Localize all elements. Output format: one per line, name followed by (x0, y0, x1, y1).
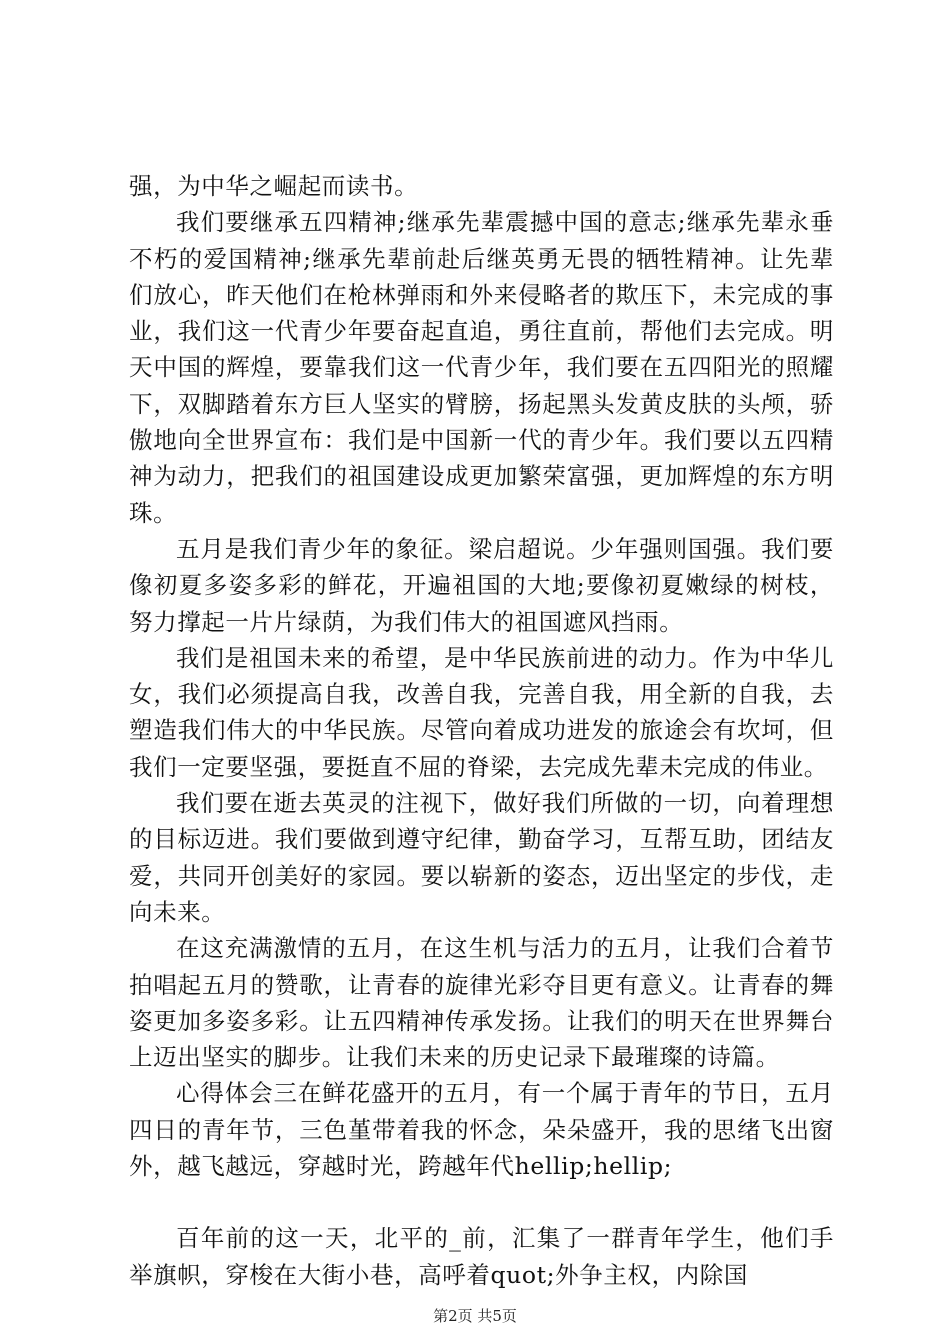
paragraph-may-symbol: 五月是我们青少年的象征。梁启超说。少年强则国强。我们要像初夏多姿多彩的鲜花，开遍祖国的大地;要像初夏嫩绿的树枝，努力撑起一片片绿荫，为我们伟大的祖国遮风挡雨。 (129, 534, 834, 636)
paragraph-heroes-gaze: 我们要在逝去英灵的注视下，做好我们所做的一切，向着理想的目标迈进。我们要做到遵守纪律，勤奋学习，互帮互助，团结友爱，共同开创美好的家园。要以崭新的姿态，迈出坚定的步伐，走向未来。 (129, 789, 834, 926)
paragraph-future-hope: 我们是祖国未来的希望，是中华民族前进的动力。作为中华儿女，我们必须提高自我，改善自我，完善自我，用全新的自我，去塑造我们伟大的中华民族。尽管向着成功进发的旅途会有坎坷，但我们一定要坚强，要挺直不屈的脊梁，去完成先辈未完成的伟业。 (129, 643, 834, 781)
page-number-footer: 第2页 共5页 (433, 1307, 517, 1325)
paragraph-passionate-may: 在这充满激情的五月，在这生机与活力的五月，让我们合着节拍唱起五月的赞歌，让青春的旋律光彩夺目更有意义。让青春的舞姿更加多姿多彩。让五四精神传承发扬。让我们的明天在世界舞台上迈出坚实的脚步。让我们未来的历史记录下最璀璨的诗篇。 (129, 934, 834, 1072)
paragraph-hundred-years-ago: 百年前的这一天，北平的_前，汇集了一群青年学生，他们手举旗帜，穿梭在大街小巷，高呼着quot;外争主权，内除国 (129, 1224, 834, 1289)
paragraph-spacer (129, 1184, 834, 1220)
body-text (129, 168, 834, 1293)
paragraph-continuation: 强，为中华之崛起而读书。 (129, 172, 419, 200)
paragraph-reflection-three: 心得体会三在鲜花盛开的五月，有一个属于青年的节日，五月四日的青年节，三色堇带着我的怀念，朵朵盛开，我的思绪飞出窗外，越飞越远，穿越时光，跨越年代hellip;hellip; (129, 1079, 834, 1181)
paragraph-inherit-may-fourth: 我们要继承五四精神;继承先辈震撼中国的意志;继承先辈永垂不朽的爱国精神;继承先辈前赴后继英勇无畏的牺牲精神。让先辈们放心，昨天他们在枪林弹雨和外来侵略者的欺压下，未完成的事业，我们这一代青少年要奋起直追，勇往直前，帮他们去完成。明天中国的辉煌，要靠我们这一代青少年，我们要在五四阳光的照耀下，双脚踏着东方巨人坚实的臂膀，扬起黑头发黄皮肤的头颅，骄傲地向全世界宣布：我们是中国新一代的青少年。我们要以五四精神为动力，把我们的祖国建设成更加繁荣富强，更加辉煌的东方明珠。 (129, 208, 834, 527)
